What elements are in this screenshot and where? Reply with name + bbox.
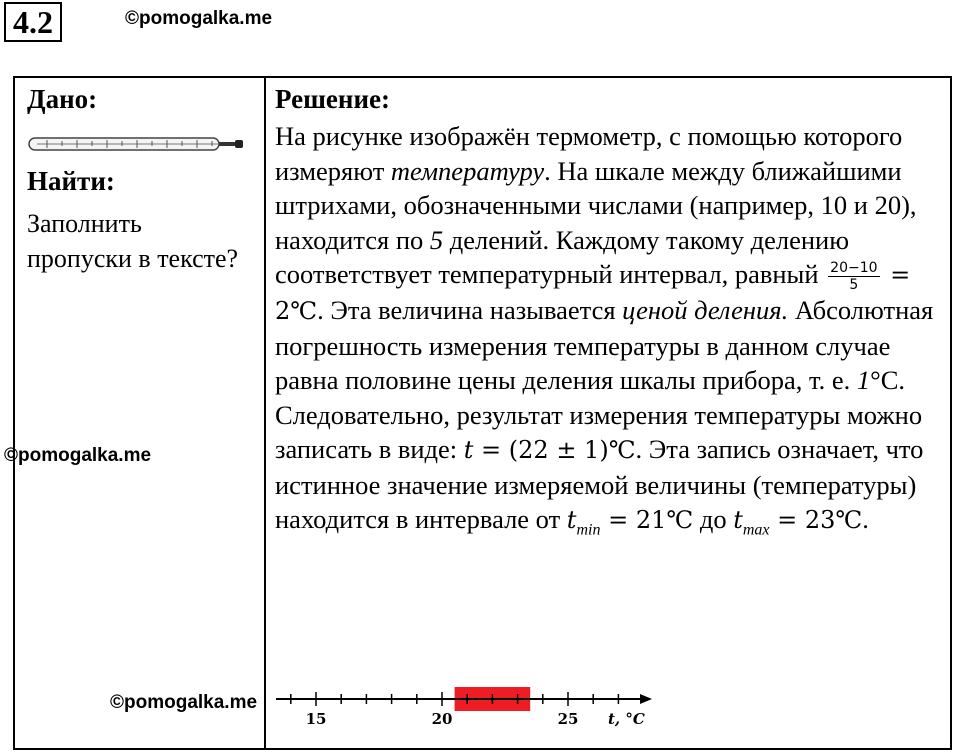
math-variable: t xyxy=(463,436,474,465)
solution-seg: до xyxy=(693,504,734,535)
thermometer-icon xyxy=(27,134,245,154)
solution-italic: ценой деления. xyxy=(622,295,789,326)
find-text: Заполнить пропуски в тексте? xyxy=(27,209,239,273)
tick-label: 20 xyxy=(431,710,453,728)
given-column xyxy=(27,82,252,276)
math-subscript: min xyxy=(576,521,601,539)
watermark-top: ©pomogalka.me xyxy=(125,8,273,29)
math-equality: = 2℃ xyxy=(275,261,911,326)
solution-seg: . На шкале между ближайшими штрихами, обозначенными числами (например, 10 и 20), находится по xyxy=(275,155,917,255)
problem-number: 4.2 xyxy=(4,2,62,42)
solution-seg: делений. Каждому такому делению соответствует температурный интервал, равный xyxy=(275,224,850,289)
solution-seg: . xyxy=(862,504,869,535)
watermark-middle: ©pomogalka.me xyxy=(4,445,152,466)
axis-arrow xyxy=(640,694,652,704)
axis-label: t, °C xyxy=(608,710,645,728)
fraction-numerator: 20−10 xyxy=(830,260,878,277)
solution-italic: 1 xyxy=(856,365,871,396)
math-variable: t xyxy=(566,506,577,535)
math-variable: t xyxy=(733,506,743,535)
solution-seg: °С. Следовательно, результат измерения температуры можно записать в виде: xyxy=(275,365,923,465)
solution-text xyxy=(275,119,945,548)
tick-label: 15 xyxy=(305,710,327,728)
solution-seg: . Эта величина называется xyxy=(317,295,623,326)
given-title: Дано: xyxy=(27,84,98,114)
column-divider xyxy=(264,78,266,748)
solution-seg: На рисунке изображён термометр, с помощью которого измеряют xyxy=(275,121,903,186)
watermark-bottom: ©pomogalka.me xyxy=(110,692,258,713)
math-expression: = 23℃ xyxy=(769,506,863,535)
tick-label: 25 xyxy=(557,710,579,728)
solution-italic: 5 xyxy=(429,224,444,255)
solution-seg: Абсолютная погрешность измерения температуры в данном случае равна половине цены деления шкалы прибора, т. е. xyxy=(275,295,934,396)
fraction xyxy=(828,260,879,293)
temperature-scale xyxy=(268,680,658,730)
solution-italic: температуру xyxy=(390,155,545,186)
fraction-denominator: 5 xyxy=(849,277,859,294)
solution-seg: . Эта запись означает, что истинное значение измеряемой величины (температуры) находится в интервале от xyxy=(275,434,924,535)
math-expression: = 21℃ xyxy=(600,506,694,535)
math-expression: = (22 ± 1)℃ xyxy=(473,436,636,465)
solution-table xyxy=(13,76,952,750)
solution-column xyxy=(275,82,945,548)
math-subscript: max xyxy=(742,521,770,539)
find-title: Найти: xyxy=(27,166,115,196)
solution-title: Решение: xyxy=(275,84,390,114)
